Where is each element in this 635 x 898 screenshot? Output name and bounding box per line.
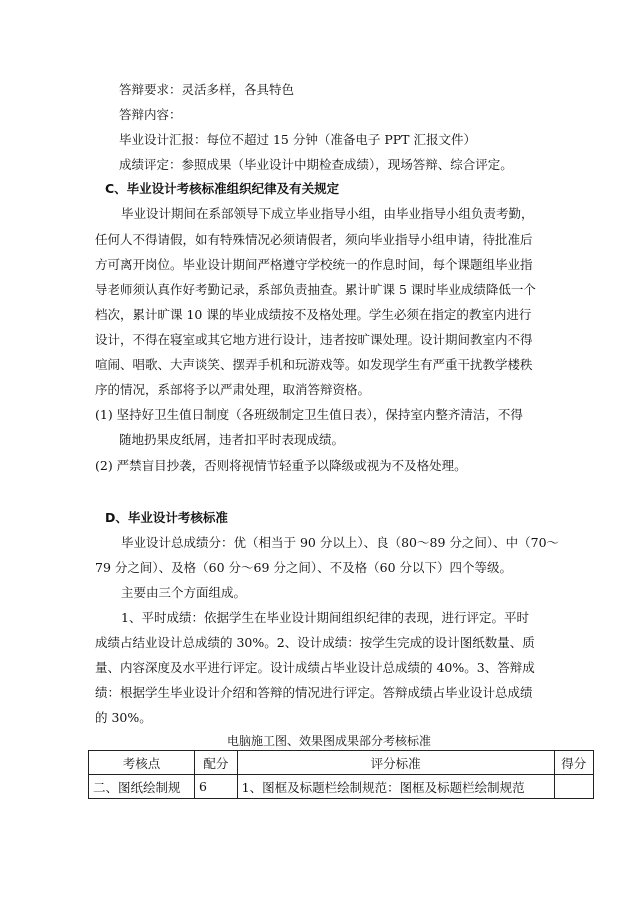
defense-requirement: 答辩要求：灵活多样，各具特色 [119, 82, 295, 97]
cell-score [554, 775, 593, 799]
rule-item-1-continued: 随地扔果皮纸屑，违者扣平时表现成绩。 [119, 432, 345, 447]
grade-detail-line: 1、平时成绩：依据学生在毕业设计期间组织纪律的表现，进行评定。平时 [121, 610, 529, 625]
section-c-heading: C、毕业设计考核标准组织纪律及有关规定 [105, 181, 340, 196]
design-report-line: 毕业设计汇报：每位不超过 15 分钟（准备电子 PPT 汇报文件） [119, 132, 476, 147]
grade-levels-line: 79 分之间）、及格（60 分～69 分之间）、不及格（60 分以下）四个等级。 [95, 560, 513, 575]
grade-levels-line: 毕业设计总成绩分：优（相当于 90 分以上）、良（80～89 分之间）、中（70～ [121, 535, 560, 550]
cell-scoring-criteria: 1、图框及标题栏绘制规范：图框及标题栏绘制规范 [237, 775, 554, 799]
assessment-table [88, 750, 594, 799]
header-scoring-criteria: 评分标准 [237, 751, 554, 775]
table-caption: 电脑施工图、效果图成果部分考核标准 [227, 734, 432, 748]
section-c-paragraph-line: 毕业设计期间在系部领导下成立毕业指导小组，由毕业指导小组负责考勤， [121, 206, 534, 221]
rule-item-2: (2) 严禁盲目抄袭，否则将视情节轻重予以降级或视为不及格处理。 [95, 458, 467, 473]
section-c-paragraph-line: 序的情况，系部将予以严肃处理，取消答辩资格。 [95, 382, 371, 397]
rule-item-1: (1) 坚持好卫生值日制度（各班级制定卫生值日表），保持室内整齐清洁，不得 [95, 407, 523, 422]
header-assessment-point: 考核点 [89, 751, 195, 775]
section-c-paragraph-line: 设计，不得在寝室或其它地方进行设计，违者按旷课处理。设计期间教室内不得 [95, 332, 533, 347]
cell-score-allocation: 6 [195, 775, 238, 799]
section-c-paragraph-line: 档次，累计旷课 10 课的毕业成绩按不及格处理。学生必须在指定的教室内进行 [95, 307, 532, 322]
defense-content-label: 答辩内容： [119, 107, 182, 122]
grade-detail-line: 成绩占结业设计总成绩的 30%。2、设计成绩：按学生完成的设计图纸数量、质 [95, 635, 535, 650]
section-d-heading: D、毕业设计考核标准 [105, 510, 228, 525]
grade-detail-line: 绩：根据学生毕业设计介绍和答辩的情况进行评定。答辩成绩占毕业设计总成绩 [95, 685, 533, 700]
grade-evaluation-line: 成绩评定：参照成果（毕业设计中期检查成绩），现场答辩、综合评定。 [119, 157, 513, 172]
cell-assessment-point: 二、图纸绘制规 [89, 775, 195, 799]
grade-detail-line: 的 30%。 [95, 710, 152, 725]
section-c-paragraph-line: 喧闹、唱歌、大声谈笑、摆弄手机和玩游戏等。如发现学生有严重干扰教学楼秩 [95, 357, 533, 372]
section-c-paragraph-line: 任何人不得请假，如有特殊情况必须请假者，须向毕业指导小组申请，待批准后 [95, 232, 533, 247]
table-row [89, 775, 594, 799]
composition-line: 主要由三个方面组成。 [121, 585, 247, 600]
grade-detail-line: 量、内容深度及水平进行评定。设计成绩占毕业设计总成绩的 40%。3、答辩成 [95, 660, 535, 675]
header-score: 得分 [554, 751, 593, 775]
section-c-paragraph-line: 方可离开岗位。毕业设计期间严格遵守学校统一的作息时间，每个课题组毕业指 [95, 257, 533, 272]
table-header-row [89, 751, 594, 775]
header-score-allocation: 配分 [195, 751, 238, 775]
section-c-paragraph-line: 导老师须认真作好考勤记录，系部负责抽查。累计旷课 5 课时毕业成绩降低一个 [95, 282, 536, 297]
